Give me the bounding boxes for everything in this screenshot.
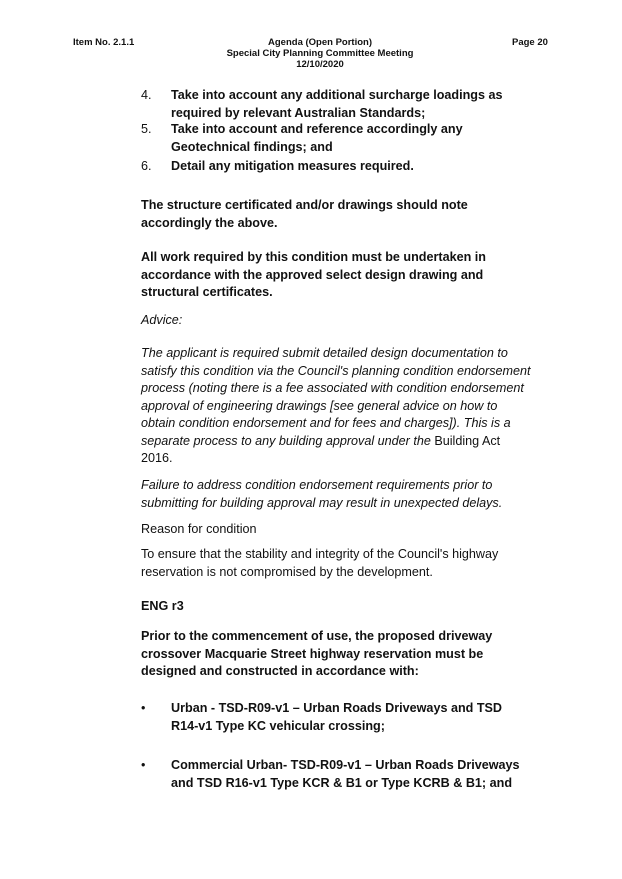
- item-text: Detail any mitigation measures required.: [171, 159, 414, 173]
- failure-paragraph: Failure to address condition endorsement requirements prior to submitting for building approval may result in unexpected delays.: [141, 478, 503, 510]
- advice-paragraph: [141, 345, 533, 468]
- header-agenda: Agenda (Open Portion): [268, 37, 372, 48]
- advice-act: Building Act 2016: [141, 433, 501, 465]
- condition-code: ENG r3: [141, 599, 184, 613]
- bullet-dot: •: [141, 701, 146, 715]
- paragraph-work-required: All work required by this condition must be undertaken in accordance with the approved select design drawing and structural certificates.: [141, 250, 486, 299]
- advice-end: .: [169, 451, 173, 465]
- reason-label: Reason for condition: [141, 522, 257, 536]
- item-text: Take into account any additional surcharge loadings as required by relevant Australian Standards;: [171, 88, 503, 120]
- paragraph-structure: The structure certificated and/or drawings should note accordingly the above.: [141, 198, 468, 230]
- reason-paragraph: To ensure that the stability and integrity of the Council's highway reservation is not compromised by the development.: [141, 547, 499, 579]
- item-text: Take into account and reference accordingly any Geotechnical findings; and: [171, 122, 463, 154]
- bullet-text: Commercial Urban- TSD-R09-v1 – Urban Roads Driveways and TSD R16-v1 Type KCR & B1 or Type KCRB & B1; and: [171, 758, 520, 790]
- header-center: [180, 37, 460, 70]
- condition-paragraph: Prior to the commencement of use, the proposed driveway crossover Macquarie Street highway reservation must be designed and constructed in accordance with:: [141, 629, 493, 678]
- item-number: 4.: [141, 88, 152, 102]
- header-meeting: Special City Planning Committee Meeting: [226, 48, 414, 59]
- bullet-text: Urban - TSD-R09-v1 – Urban Roads Driveways and TSD R14-v1 Type KC vehicular crossing;: [171, 701, 503, 733]
- advice-text: The applicant is required submit detailed design documentation to satisfy this condition via the Council's planning condition endorsement process (noting there is a fee associated with condition endorsement approval of engineering drawings [see general advice on how to obtain condition endorsement and for fees and charges]). This is a separate process to any building approval under the: [141, 346, 531, 448]
- header-item-number: Item No. 2.1.1: [73, 37, 135, 48]
- item-number: 6.: [141, 159, 152, 173]
- header-date: 12/10/2020: [296, 59, 344, 70]
- header-page-number: Page 20: [512, 37, 548, 48]
- bullet-dot: •: [141, 758, 146, 772]
- item-number: 5.: [141, 122, 152, 136]
- advice-label: Advice:: [141, 313, 183, 327]
